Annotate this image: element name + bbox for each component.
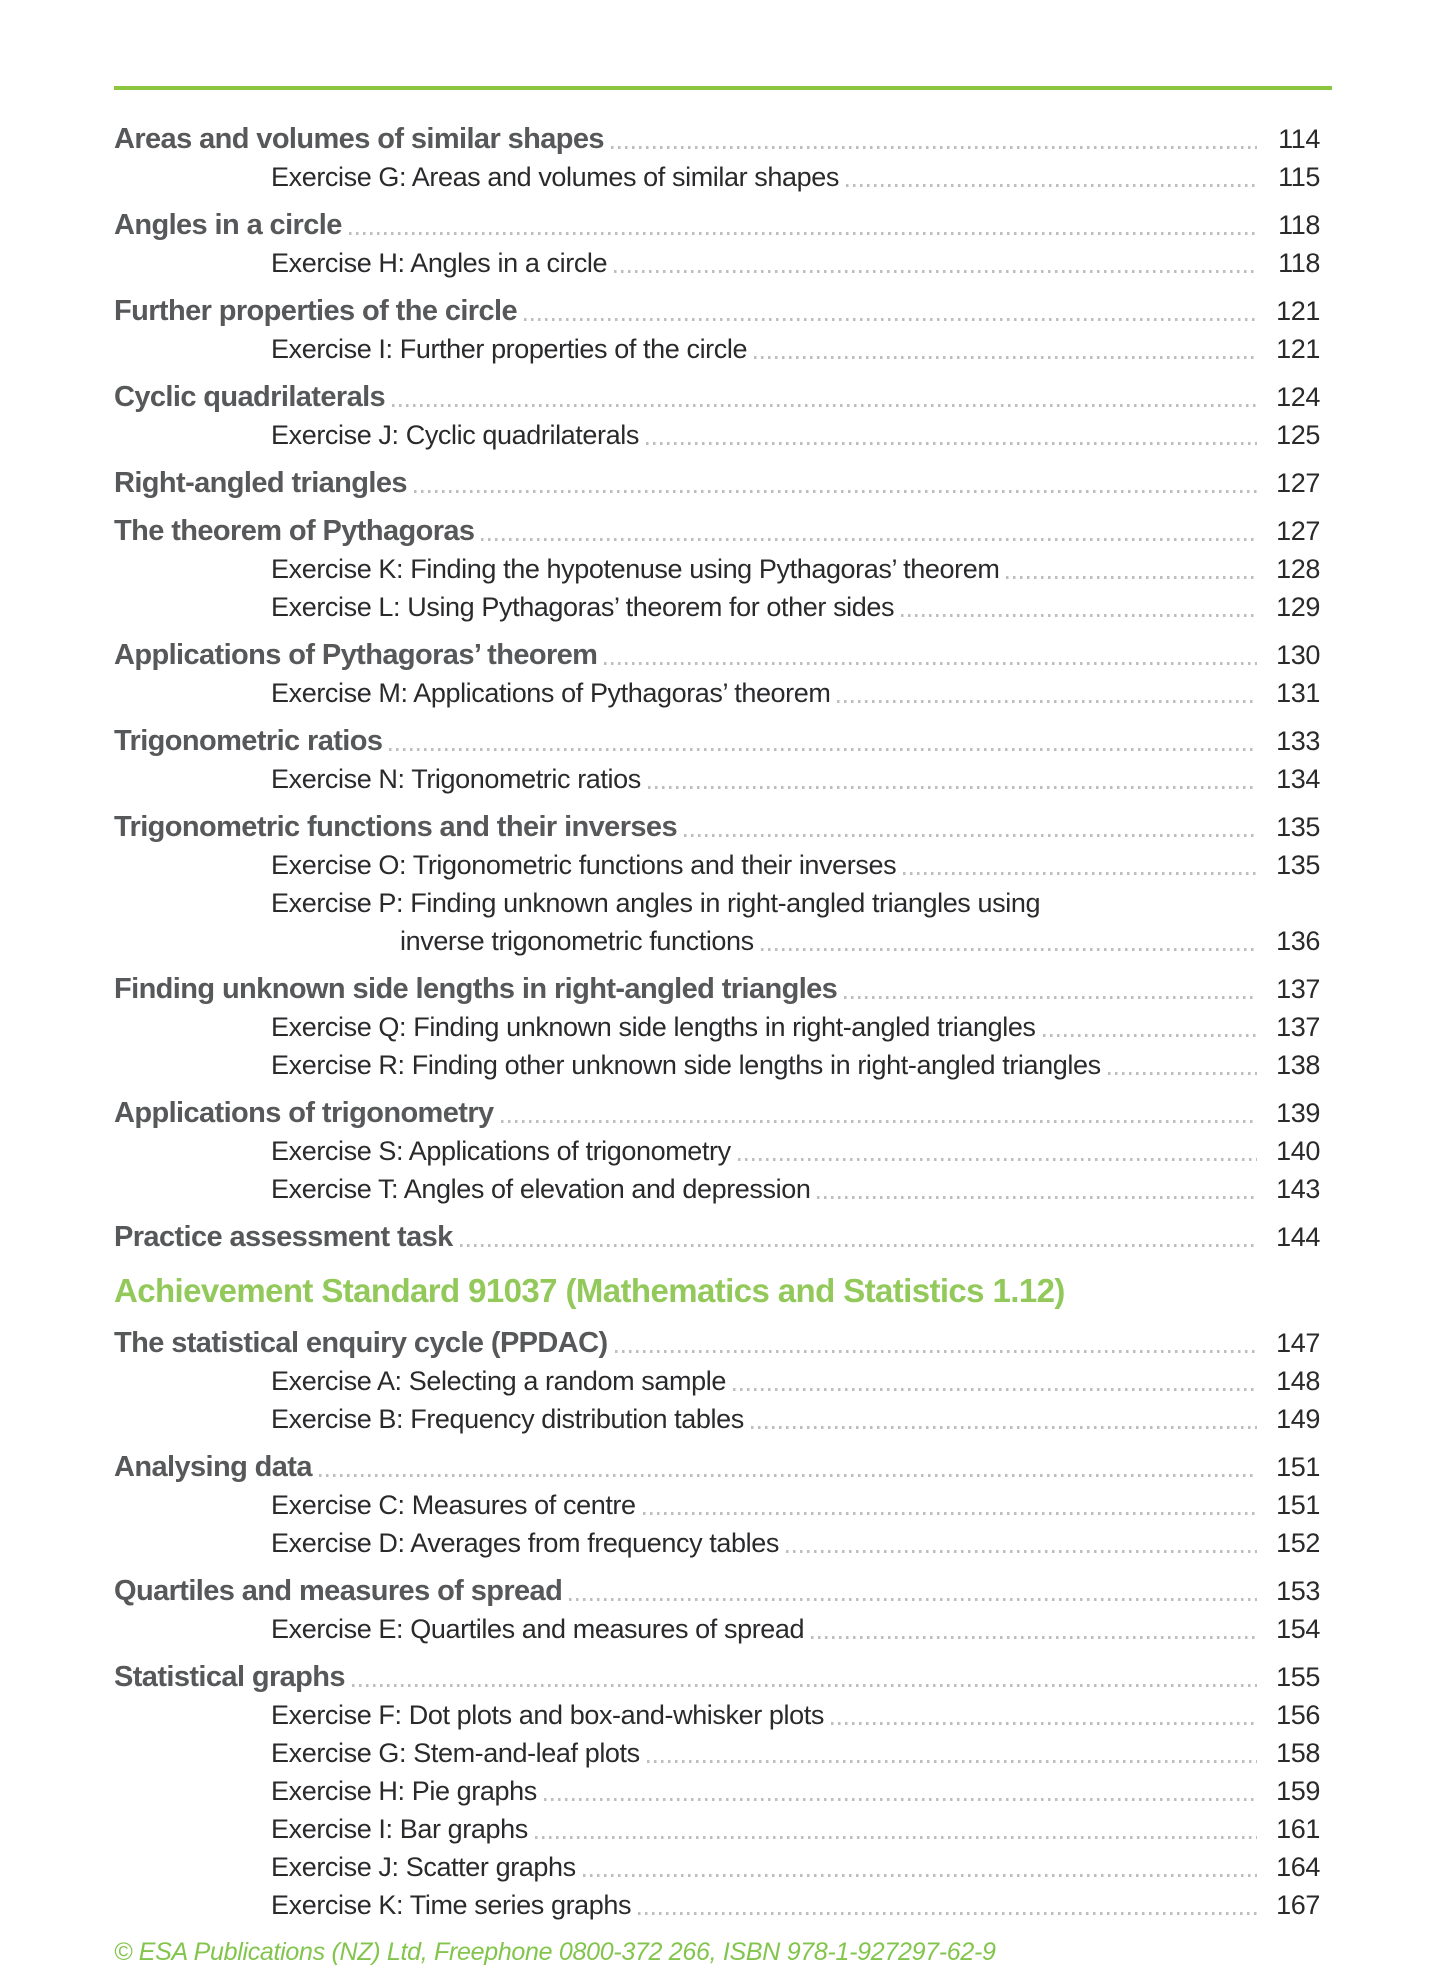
toc-section-row <box>114 378 1332 416</box>
dotted-leader <box>569 1598 1257 1601</box>
exercise-label: Exercise K: Finding the hypotenuse using Pythagoras’ theorem <box>271 554 1000 584</box>
dotted-leader <box>831 1722 1257 1725</box>
exercise-label: Exercise K: Time series graphs <box>271 1890 632 1920</box>
toc-exercise-row <box>114 1170 1332 1208</box>
toc-exercise-row <box>114 1734 1332 1772</box>
table-of-contents <box>114 110 1332 1924</box>
dotted-leader <box>544 1798 1257 1801</box>
exercise-label: Exercise C: Measures of centre <box>271 1490 636 1520</box>
dotted-leader <box>647 1760 1257 1763</box>
dotted-leader <box>1108 1072 1257 1075</box>
toc-section-row <box>114 1094 1332 1132</box>
page-number: 156 <box>1276 1700 1320 1730</box>
dotted-leader <box>414 490 1257 493</box>
page-number: 129 <box>1276 592 1320 622</box>
page-number: 140 <box>1276 1136 1320 1166</box>
page-number: 167 <box>1276 1890 1320 1920</box>
page-number: 124 <box>1276 382 1320 412</box>
dotted-leader <box>611 146 1257 149</box>
exercise-label: Exercise P: Finding unknown angles in right-angled triangles using <box>271 888 1041 918</box>
dotted-leader <box>1006 576 1257 579</box>
exercise-label: Exercise I: Further properties of the circle <box>271 334 748 364</box>
exercise-label: Exercise G: Areas and volumes of similar shapes <box>271 162 839 192</box>
exercise-label: Exercise H: Pie graphs <box>271 1776 537 1806</box>
dotted-leader <box>733 1388 1257 1391</box>
dotted-leader <box>524 318 1257 321</box>
page-number: 159 <box>1276 1776 1320 1806</box>
toc-exercise-row <box>114 1008 1332 1046</box>
dotted-leader <box>352 1684 1257 1687</box>
dotted-leader <box>389 748 1257 751</box>
dotted-leader <box>460 1244 1257 1247</box>
toc-exercise-row <box>114 1886 1332 1924</box>
toc-exercise-row <box>114 244 1332 282</box>
page-number: 128 <box>1276 554 1320 584</box>
dotted-leader <box>501 1120 1257 1123</box>
page-number: 148 <box>1276 1366 1320 1396</box>
page-number: 118 <box>1278 210 1320 240</box>
achievement-standard-heading: Achievement Standard 91037 (Mathematics and Statistics 1.12) <box>114 1272 1065 1309</box>
dotted-leader <box>319 1474 1257 1477</box>
toc-exercise-row <box>114 1046 1332 1084</box>
dotted-leader <box>786 1550 1257 1553</box>
exercise-label: Exercise G: Stem-and-leaf plots <box>271 1738 640 1768</box>
toc-section-row <box>114 292 1332 330</box>
toc-section-row <box>114 808 1332 846</box>
section-title: Finding unknown side lengths in right-angled triangles <box>114 973 838 1005</box>
page-number: 164 <box>1276 1852 1320 1882</box>
toc-exercise-row <box>114 846 1332 884</box>
exercise-label: Exercise F: Dot plots and box-and-whisker plots <box>271 1700 824 1730</box>
section-title: Statistical graphs <box>114 1661 345 1693</box>
section-title: Areas and volumes of similar shapes <box>114 123 604 155</box>
exercise-label: Exercise O: Trigonometric functions and their inverses <box>271 850 897 880</box>
section-title: Angles in a circle <box>114 209 342 241</box>
dotted-leader <box>615 1350 1257 1353</box>
toc-section-row <box>114 1572 1332 1610</box>
toc-exercise-row <box>114 550 1332 588</box>
dotted-leader <box>844 996 1257 999</box>
exercise-label: inverse trigonometric functions <box>400 926 754 956</box>
toc-section-row <box>114 1218 1332 1256</box>
dotted-leader <box>614 270 1257 273</box>
toc-exercise-row <box>114 1132 1332 1170</box>
dotted-leader <box>754 356 1257 359</box>
dotted-leader <box>392 404 1257 407</box>
dotted-leader <box>761 948 1257 951</box>
page-number: 155 <box>1276 1662 1320 1692</box>
dotted-leader <box>837 700 1257 703</box>
page-number: 125 <box>1276 420 1320 450</box>
toc-section-row <box>114 636 1332 674</box>
page-number: 144 <box>1276 1222 1320 1252</box>
section-title: Trigonometric ratios <box>114 725 383 757</box>
exercise-label: Exercise Q: Finding unknown side lengths in right-angled triangles <box>271 1012 1036 1042</box>
section-title: Right-angled triangles <box>114 467 407 499</box>
footer-imprint: © ESA Publications (NZ) Ltd, Freephone 0800-372 266, ISBN 978-1-927297-62-9 <box>114 1938 996 1966</box>
exercise-label: Exercise D: Averages from frequency tables <box>271 1528 779 1558</box>
toc-exercise-row <box>114 1400 1332 1438</box>
page-number: 139 <box>1276 1098 1320 1128</box>
page-number: 134 <box>1276 764 1320 794</box>
toc-section-row <box>114 1658 1332 1696</box>
toc-exercise-row <box>114 1772 1332 1810</box>
page-number: 121 <box>1276 296 1320 326</box>
exercise-label: Exercise N: Trigonometric ratios <box>271 764 641 794</box>
dotted-leader <box>604 662 1257 665</box>
toc-exercise-row <box>114 1486 1332 1524</box>
page-number: 161 <box>1276 1814 1320 1844</box>
page-number: 118 <box>1278 248 1320 278</box>
section-title: The theorem of Pythagoras <box>114 515 475 547</box>
toc-section-row <box>114 722 1332 760</box>
dotted-leader <box>1043 1034 1257 1037</box>
dotted-leader <box>817 1196 1257 1199</box>
toc-section-row <box>114 464 1332 502</box>
dotted-leader <box>846 184 1257 187</box>
page-number: 154 <box>1276 1614 1320 1644</box>
toc-exercise-row <box>114 760 1332 798</box>
page-number: 114 <box>1278 124 1320 154</box>
dotted-leader <box>535 1836 1257 1839</box>
page-number: 115 <box>1278 162 1320 192</box>
dotted-leader <box>643 1512 1257 1515</box>
section-title: Quartiles and measures of spread <box>114 1575 563 1607</box>
exercise-label: Exercise R: Finding other unknown side lengths in right-angled triangles <box>271 1050 1101 1080</box>
page-number: 130 <box>1276 640 1320 670</box>
exercise-label: Exercise A: Selecting a random sample <box>271 1366 726 1396</box>
dotted-leader <box>648 786 1257 789</box>
section-title: Trigonometric functions and their inverses <box>114 811 677 843</box>
page-number: 136 <box>1276 926 1320 956</box>
toc-exercise-row <box>114 922 1332 960</box>
toc-exercise-row <box>114 1610 1332 1648</box>
section-title: Analysing data <box>114 1451 312 1483</box>
toc-exercise-row <box>114 1848 1332 1886</box>
dotted-leader <box>738 1158 1257 1161</box>
section-title: Further properties of the circle <box>114 295 517 327</box>
page-number: 152 <box>1276 1528 1320 1558</box>
toc-exercise-row <box>114 588 1332 626</box>
exercise-label: Exercise T: Angles of elevation and depression <box>271 1174 811 1204</box>
page-number: 127 <box>1276 516 1320 546</box>
page-number: 147 <box>1276 1328 1320 1358</box>
toc-exercise-row <box>114 1362 1332 1400</box>
toc-exercise-row <box>114 1810 1332 1848</box>
page-number: 137 <box>1276 974 1320 1004</box>
dotted-leader <box>646 442 1257 445</box>
exercise-label: Exercise E: Quartiles and measures of spread <box>271 1614 805 1644</box>
page-number: 121 <box>1276 334 1320 364</box>
exercise-label: Exercise H: Angles in a circle <box>271 248 608 278</box>
page-number: 143 <box>1276 1174 1320 1204</box>
toc-section-row <box>114 512 1332 550</box>
page-number: 138 <box>1276 1050 1320 1080</box>
dotted-leader <box>751 1426 1257 1429</box>
exercise-label: Exercise S: Applications of trigonometry <box>271 1136 731 1166</box>
toc-exercise-row <box>114 1696 1332 1734</box>
toc-section-row <box>114 970 1332 1008</box>
page-number: 133 <box>1276 726 1320 756</box>
toc-section-row <box>114 120 1332 158</box>
section-title: Applications of trigonometry <box>114 1097 494 1129</box>
page-number: 135 <box>1276 850 1320 880</box>
dotted-leader <box>583 1874 1257 1877</box>
exercise-label: Exercise L: Using Pythagoras’ theorem for other sides <box>271 592 895 622</box>
dotted-leader <box>684 834 1257 837</box>
dotted-leader <box>349 232 1257 235</box>
page-number: 153 <box>1276 1576 1320 1606</box>
page-number: 149 <box>1276 1404 1320 1434</box>
page-number: 158 <box>1276 1738 1320 1768</box>
section-title: Cyclic quadrilaterals <box>114 381 386 413</box>
page-number: 135 <box>1276 812 1320 842</box>
exercise-label: Exercise M: Applications of Pythagoras’ theorem <box>271 678 831 708</box>
toc-section-row <box>114 206 1332 244</box>
dotted-leader <box>811 1636 1257 1639</box>
toc-section-row <box>114 1448 1332 1486</box>
dotted-leader <box>903 872 1257 875</box>
top-rule <box>114 86 1332 90</box>
toc-exercise-row <box>114 330 1332 368</box>
toc-section-row <box>114 1324 1332 1362</box>
toc-exercise-row <box>114 1524 1332 1562</box>
page-number: 127 <box>1276 468 1320 498</box>
dotted-leader <box>481 538 1257 541</box>
exercise-label: Exercise B: Frequency distribution tables <box>271 1404 744 1434</box>
page-number: 131 <box>1276 678 1320 708</box>
exercise-label: Exercise J: Scatter graphs <box>271 1852 576 1882</box>
toc-exercise-row <box>114 158 1332 196</box>
exercise-label: Exercise I: Bar graphs <box>271 1814 528 1844</box>
page-number: 137 <box>1276 1012 1320 1042</box>
section-title: Applications of Pythagoras’ theorem <box>114 639 598 671</box>
page-number: 151 <box>1276 1490 1320 1520</box>
toc-exercise-row <box>114 884 1332 922</box>
section-title: Practice assessment task <box>114 1221 453 1253</box>
toc-exercise-row <box>114 674 1332 712</box>
dotted-leader <box>638 1912 1257 1915</box>
page-number: 151 <box>1276 1452 1320 1482</box>
dotted-leader <box>901 614 1257 617</box>
exercise-label: Exercise J: Cyclic quadrilaterals <box>271 420 639 450</box>
section-title: The statistical enquiry cycle (PPDAC) <box>114 1327 608 1359</box>
toc-exercise-row <box>114 416 1332 454</box>
